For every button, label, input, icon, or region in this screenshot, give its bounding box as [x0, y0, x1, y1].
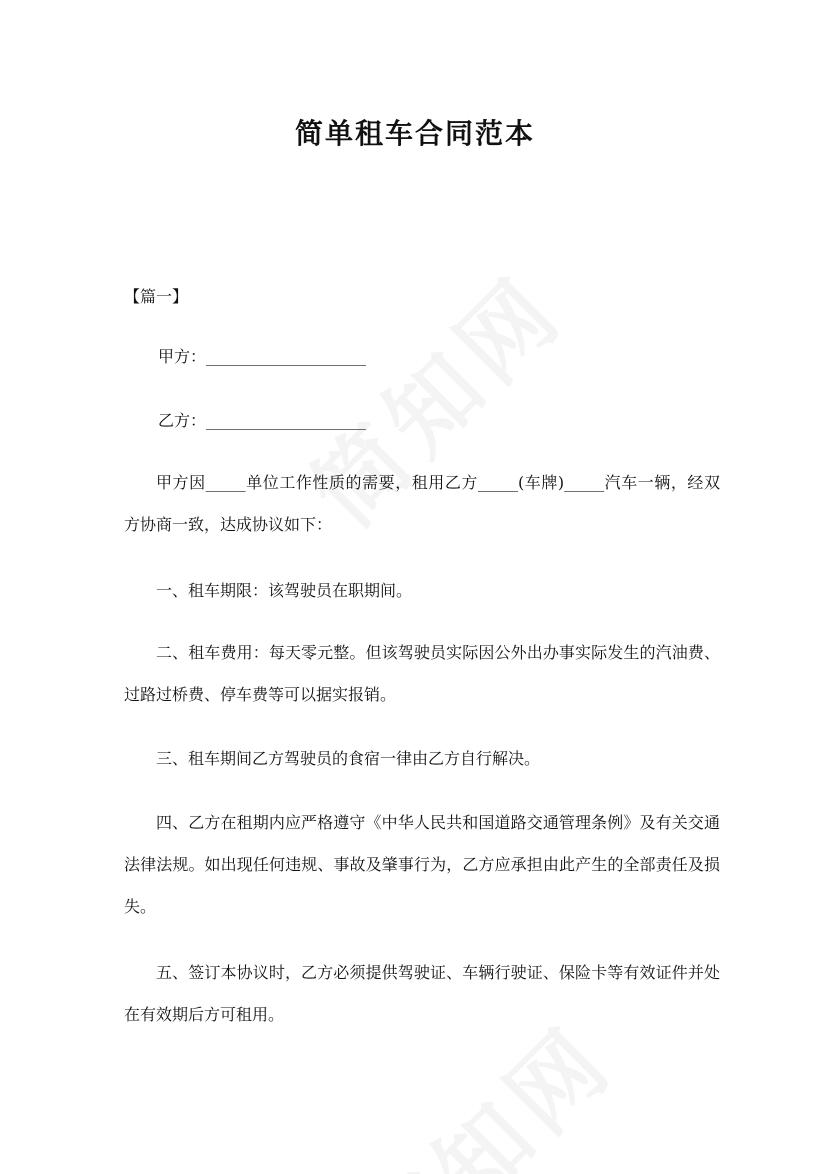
party-a-line: 甲方：____________________ [158, 347, 367, 366]
clause-3: 三、租车期间乙方驾驶员的食宿一律由乙方自行解决。 [156, 749, 541, 768]
clause-4: 四、乙方在租期内应严格遵守《中华人民共和国道路交通管理条例》及有关交通法律法规。如出现任何违规、事故及肇事行为，乙方应承担由此产生的全部责任及损失。 [124, 813, 720, 916]
clause-2: 二、租车费用：每天零元整。但该驾驶员实际因公外出办事实际发生的汽油费、过路过桥费、停车费等可以据实报销。 [124, 643, 720, 704]
clause-1: 一、租车期限：该驾驶员在职期间。 [156, 581, 413, 600]
clause-5: 五、签订本协议时，乙方必须提供驾驶证、车辆行驶证、保险卡等有效证件并处在有效期后方可租用。 [124, 963, 720, 1024]
intro-paragraph: 甲方因_____单位工作性质的需要，租用乙方_____(车牌)_____汽车一辆，经双方协商一致，达成协议如下： [124, 473, 720, 534]
section-label: 【篇一】 [124, 287, 189, 306]
party-b-line: 乙方：____________________ [158, 411, 367, 430]
document-title: 简单租车合同范本 [294, 117, 535, 150]
